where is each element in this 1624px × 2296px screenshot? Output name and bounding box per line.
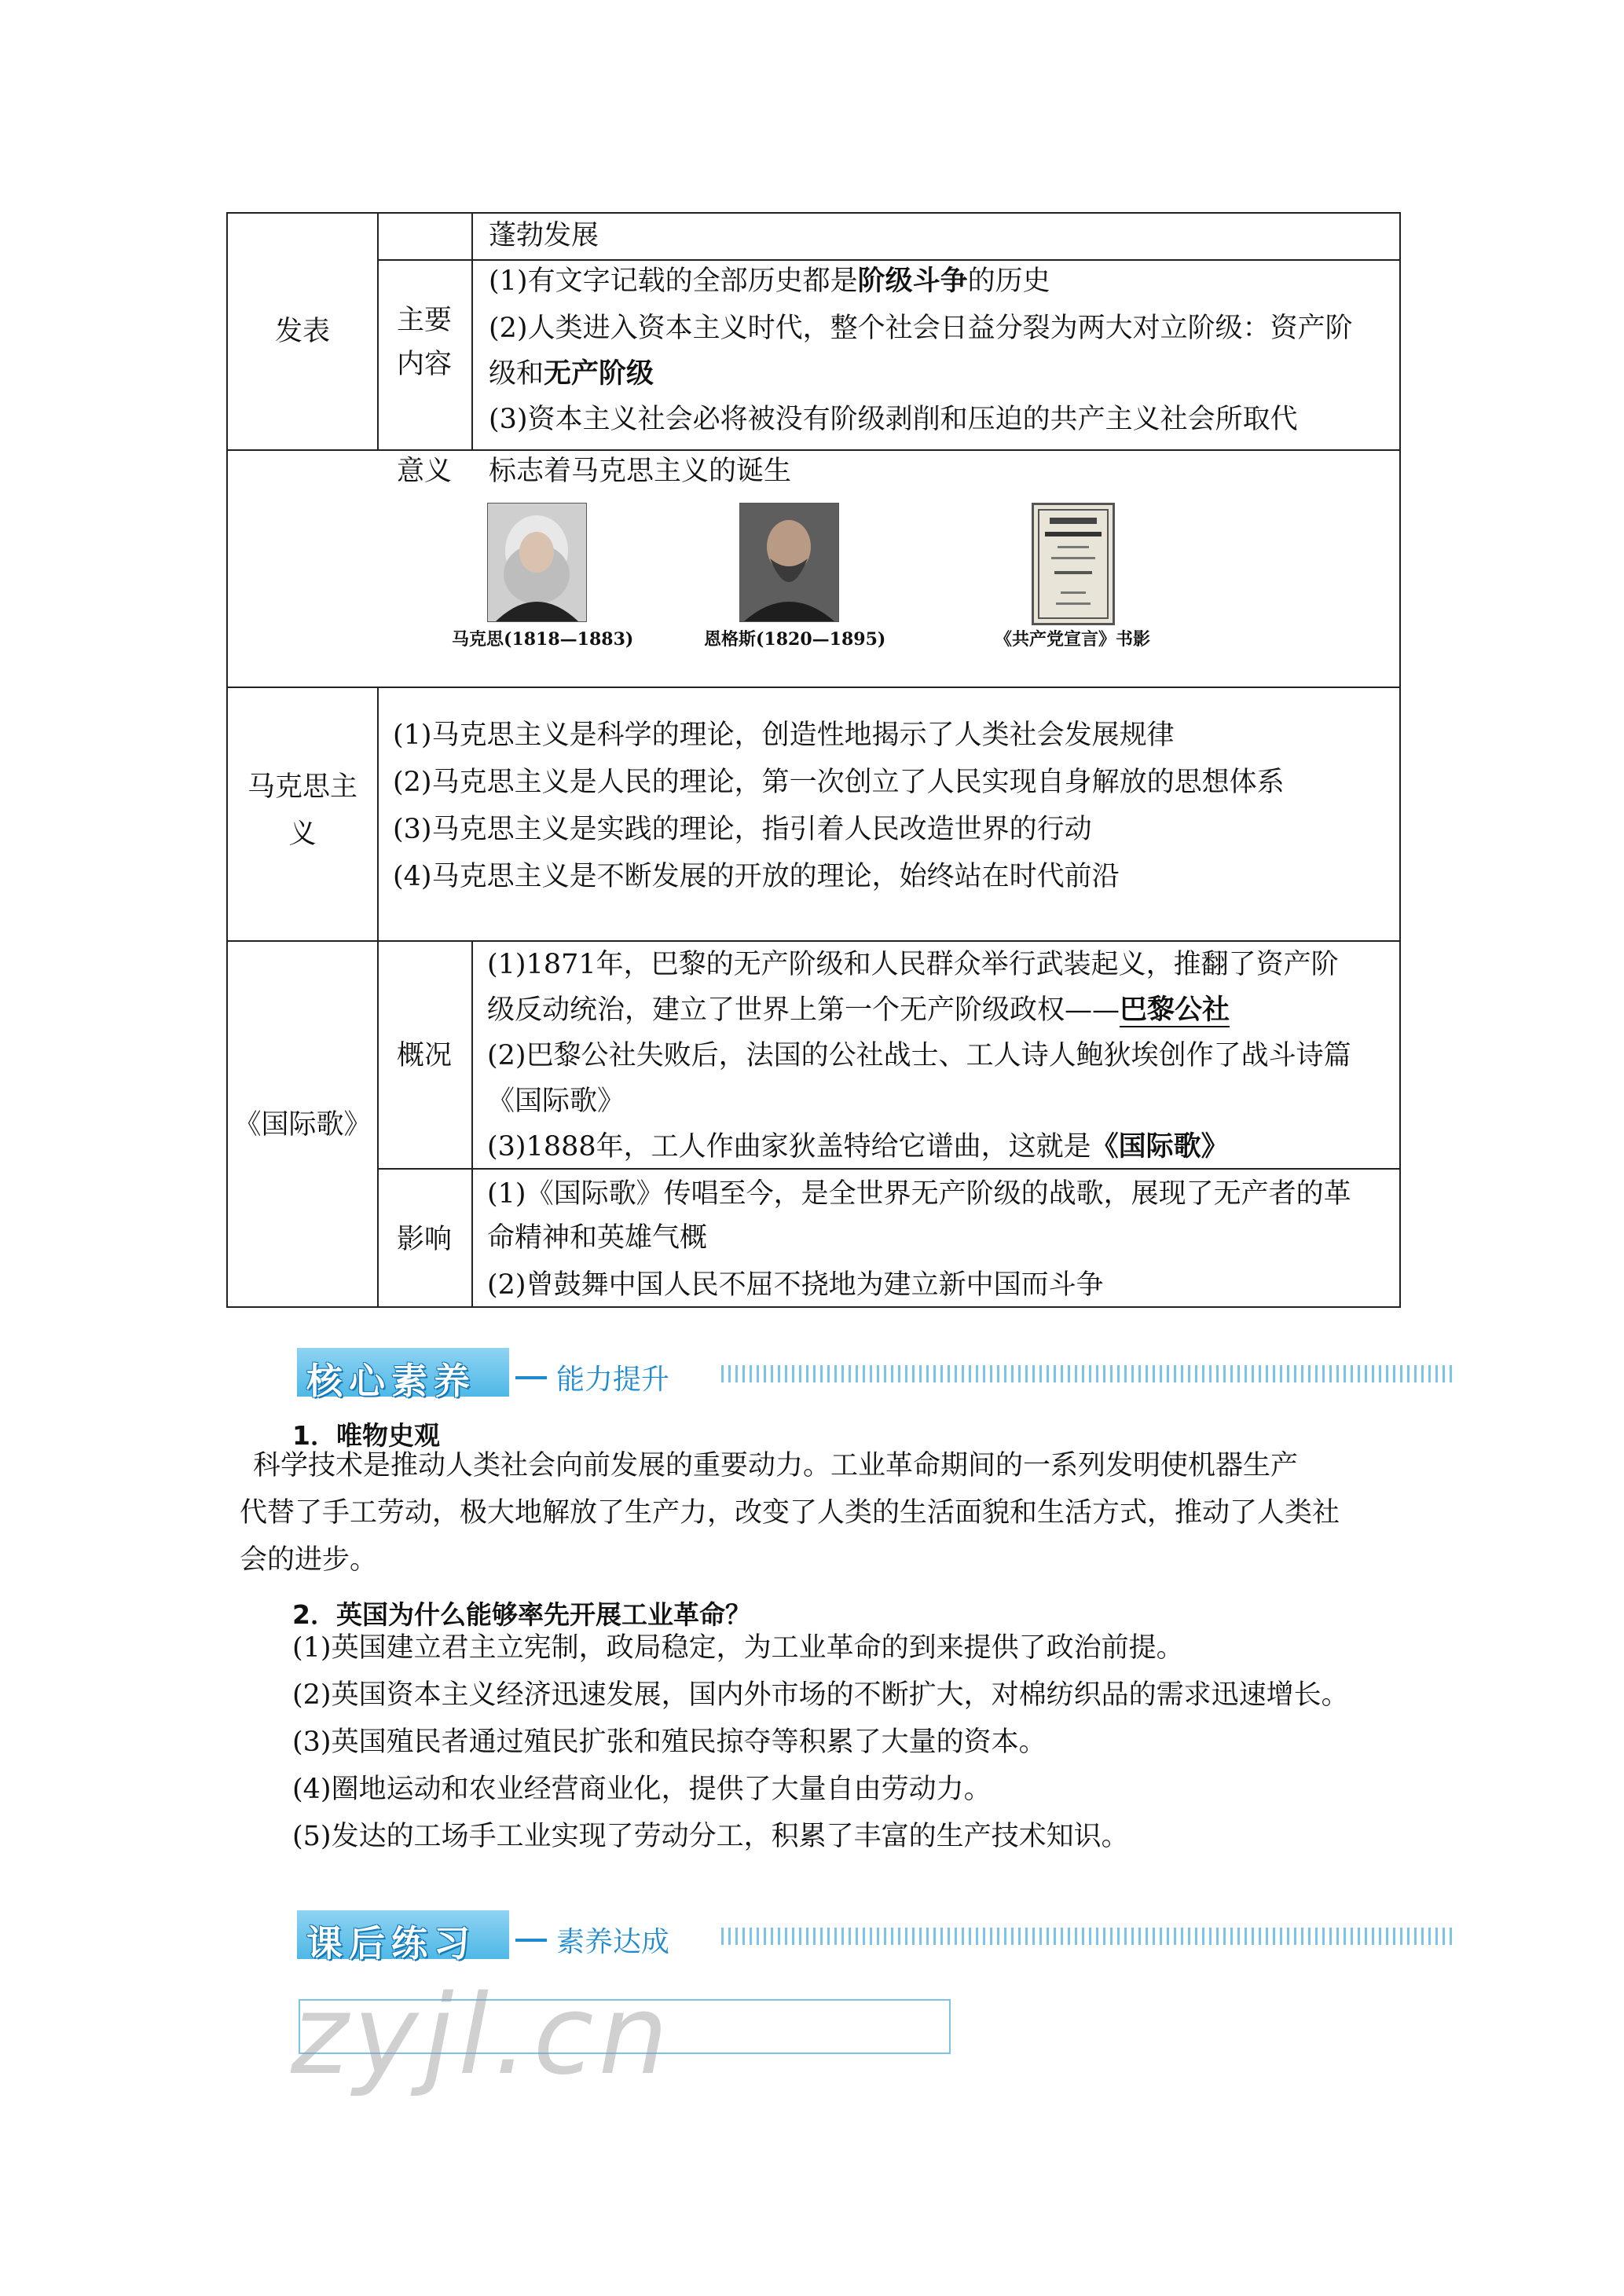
table-line — [377, 214, 379, 449]
content-item: (2)人类进入资本主义时代，整个社会日益分裂为两大对立阶级：资产阶 — [489, 313, 1353, 344]
overview-label: 概况 — [396, 1040, 452, 1071]
image-caption: 马克思(1818—1883) — [452, 629, 634, 650]
heading-britain: 2．英国为什么能够率先开展工业革命？ — [292, 1599, 751, 1630]
overview-line: (2)巴黎公社失败后，法国的公社战士、工人诗人鲍狄埃创作了战斗诗篇 — [487, 1040, 1351, 1071]
section-banner-core — [297, 1348, 1452, 1402]
reason-item: (4)圈地运动和农业经营商业化，提供了大量自由劳动力。 — [292, 1774, 992, 1805]
manifesto-cover — [1032, 503, 1115, 625]
development-text: 蓬勃发展 — [489, 220, 599, 251]
table-line — [471, 940, 473, 1308]
impact-line: 命精神和英雄气概 — [487, 1222, 708, 1254]
row-label-internationale: 《国际歌》 — [233, 1109, 372, 1141]
section-subtitle: 素养达成 — [556, 1926, 670, 1958]
content-item: (1)有文字记载的全部历史都是阶级斗争的历史 — [489, 265, 1050, 297]
engels-portrait — [739, 503, 839, 622]
marxism-item: (4)马克思主义是不断发展的开放的理论，始终站在时代前沿 — [393, 861, 1120, 892]
meaning-label: 意义 — [396, 456, 452, 487]
portrait-drawing — [740, 504, 838, 621]
marxism-item: (3)马克思主义是实践的理论，指引着人民改造世界的行动 — [393, 814, 1092, 845]
row-label-marxism: 马克思主 义 — [247, 771, 357, 850]
portrait-drawing — [488, 504, 586, 621]
marxism-item: (1)马克思主义是科学的理论，创造性地揭示了人类社会发展规律 — [393, 720, 1175, 751]
knowledge-table — [226, 212, 1401, 1308]
reason-item: (3)英国殖民者通过殖民扩张和殖民掠夺等积累了大量的资本。 — [292, 1727, 1047, 1758]
section-subtitle: 能力提升 — [556, 1364, 670, 1396]
row-label-publish: 发表 — [274, 316, 330, 347]
watermark: zyjl.cn — [291, 1972, 673, 2100]
impact-line: (2)曾鼓舞中国人民不屈不挠地为建立新中国而斗争 — [487, 1269, 1104, 1301]
marxism-item: (2)马克思主义是人民的理论，第一次创立了人民实现自身解放的思想体系 — [393, 767, 1285, 798]
impact-line: (1)《国际歌》传唱至今，是全世界无产阶级的战歌，展现了无产者的革 — [487, 1178, 1351, 1210]
paragraph-line: 会的进步。 — [240, 1544, 378, 1576]
content-label: 主要内容 — [396, 305, 452, 380]
content-item: 级和无产阶级 — [489, 357, 654, 390]
reason-item: (1)英国建立君主立宪制，政局稳定，为工业革命的到来提供了政治前提。 — [292, 1632, 1184, 1664]
heading-materialism: 1．唯物史观 — [292, 1420, 440, 1451]
image-caption: 恩格斯(1820—1895) — [704, 629, 886, 650]
marx-portrait — [487, 503, 587, 622]
meaning-text: 标志着马克思主义的诞生 — [489, 456, 792, 487]
banner-dash — [515, 1939, 547, 1942]
overview-line: (3)1888年，工人作曲家狄盖特给它谱曲，这就是《国际歌》 — [487, 1130, 1229, 1163]
section-tag: 课后练习 — [297, 1910, 509, 1959]
section-banner-after — [297, 1910, 1452, 1965]
impact-label: 影响 — [396, 1224, 452, 1255]
paragraph-line: 科学技术是推动人类社会向前发展的重要动力。工业革命期间的一系列发明使机器生产 — [253, 1450, 1299, 1481]
book-cover-drawing — [1034, 505, 1113, 623]
table-line — [377, 687, 379, 940]
table-line — [228, 687, 1401, 688]
banner-stripe — [721, 1365, 1452, 1382]
banner-stripe — [721, 1928, 1452, 1945]
overview-line: 级反动统治，建立了世界上第一个无产阶级政权——巴黎公社 — [487, 994, 1230, 1026]
table-line — [471, 214, 473, 449]
reason-item: (5)发达的工场手工业实现了劳动分工，积累了丰富的生产技术知识。 — [292, 1821, 1129, 1852]
image-caption: 《共产党宣言》书影 — [994, 629, 1150, 650]
banner-dash — [515, 1376, 547, 1379]
overview-line: 《国际歌》 — [487, 1086, 625, 1117]
content-item: (3)资本主义社会必将被没有阶级剥削和压迫的共产主义社会所取代 — [489, 404, 1298, 435]
overview-line: (1)1871年，巴黎的无产阶级和人民群众举行武装起义，推翻了资产阶 — [487, 949, 1339, 980]
section-tag: 核心素养 — [297, 1348, 509, 1397]
reason-item: (2)英国资本主义经济迅速发展，国内外市场的不断扩大，对棉纺织品的需求迅速增长。 — [292, 1679, 1349, 1711]
paragraph-line: 代替了手工劳动，极大地解放了生产力，改变了人类的生活面貌和生活方式，推动了人类社 — [240, 1497, 1340, 1529]
